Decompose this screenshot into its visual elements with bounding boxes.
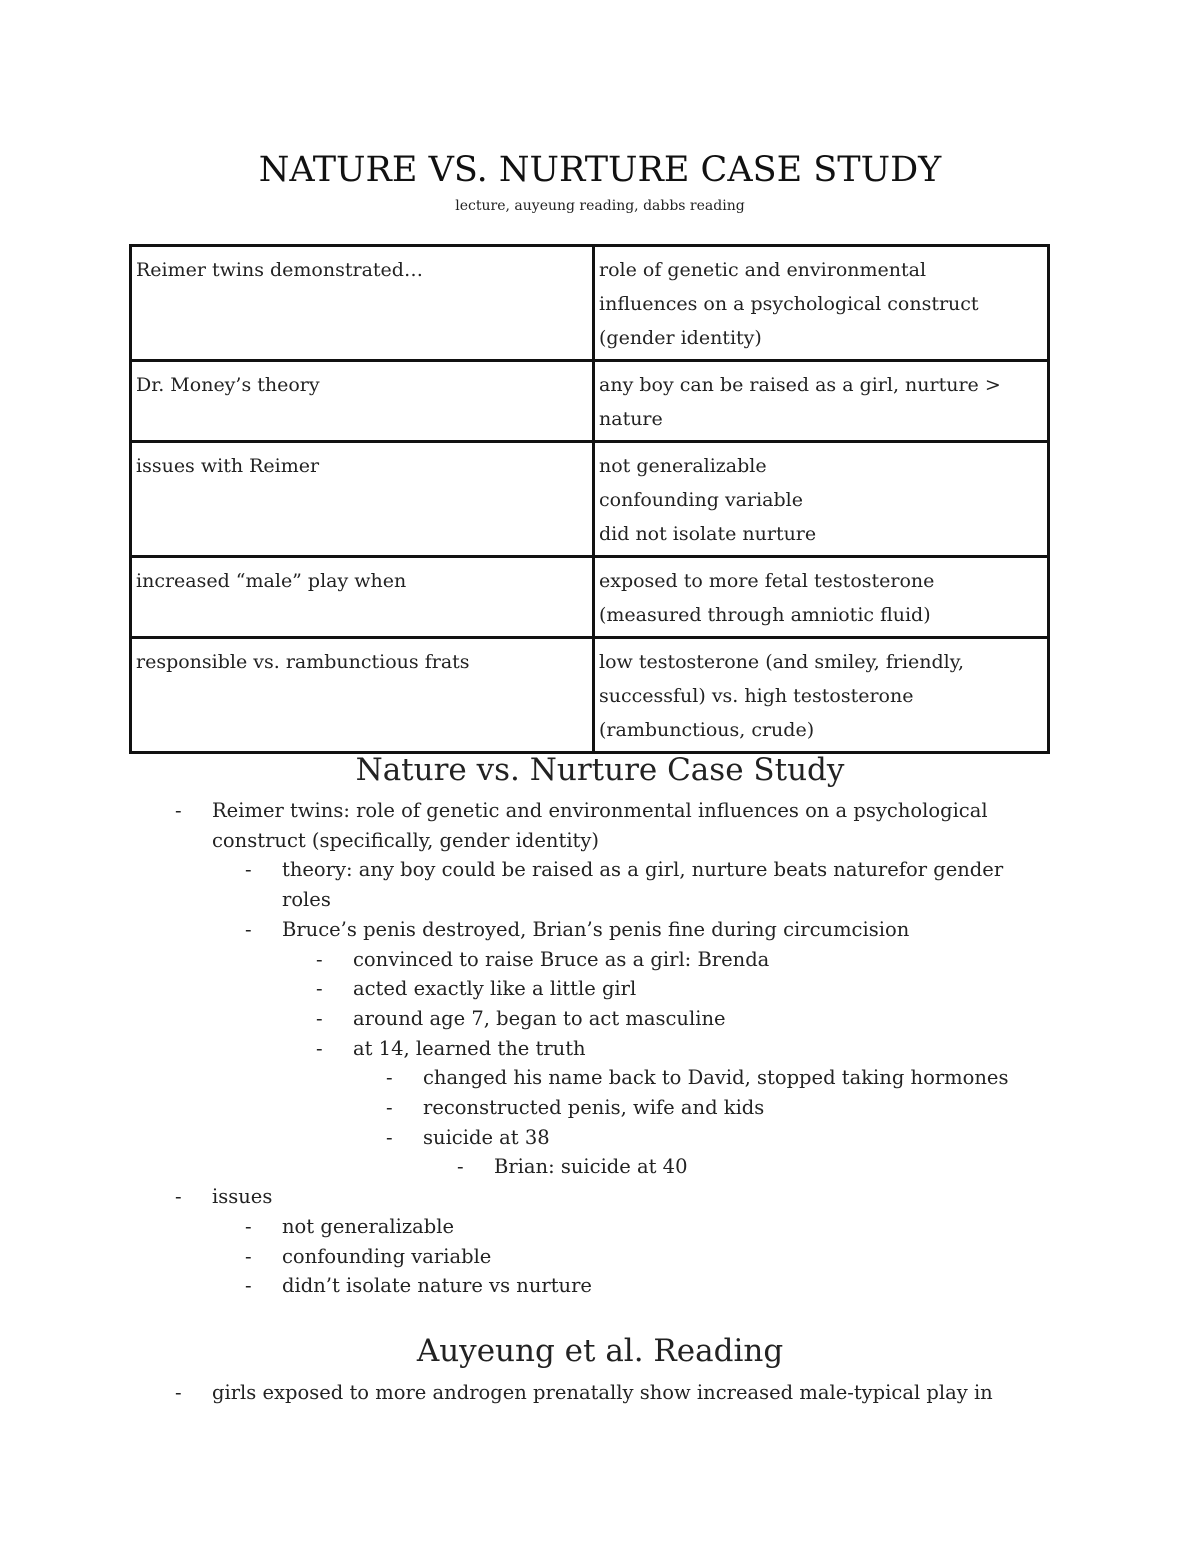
definition-line: exposed to more fetal testosterone <box>599 570 935 592</box>
bullet-dash: - <box>386 1125 393 1149</box>
definition-line: (rambunctious, crude) <box>599 719 815 741</box>
list-item <box>0 1271 1200 1301</box>
list-item-text: not generalizable <box>282 1214 455 1238</box>
list-item-text: didn’t isolate nature vs nurture <box>282 1274 592 1298</box>
list-item-text: girls exposed to more androgen prenatally show increased male-typical play in <box>212 1381 993 1404</box>
list-item-text: suicide at 38 <box>423 1125 550 1149</box>
definition-line: any boy can be raised as a girl, nurture > <box>599 374 1001 396</box>
section-list-nature-nurture <box>0 796 1200 1301</box>
bullet-dash: - <box>316 947 323 971</box>
table-row <box>131 442 1049 557</box>
table-cell-definition <box>594 557 1049 638</box>
list-item-text: convinced to raise Bruce as a girl: Brenda <box>353 947 770 971</box>
list-item <box>0 1378 1200 1408</box>
list-item <box>0 855 1200 914</box>
bullet-dash: - <box>175 1381 182 1404</box>
bullet-dash: - <box>245 917 252 941</box>
list-item-text: Bruce’s penis destroyed, Brian’s penis fine during circumcision <box>282 917 910 941</box>
definition-line: successful) vs. high testosterone <box>599 685 914 707</box>
definition-line: confounding variable <box>599 489 803 511</box>
table-row <box>131 361 1049 442</box>
definition-line: did not isolate nurture <box>599 523 817 545</box>
list-item <box>0 1182 1200 1212</box>
table-cell-definition <box>594 361 1049 442</box>
list-item <box>0 1004 1200 1034</box>
list-item-text: confounding variable <box>282 1244 492 1268</box>
table-row <box>131 638 1049 753</box>
section-list-auyeung <box>0 1378 1200 1408</box>
list-item <box>0 1212 1200 1242</box>
definition-line: (measured through amniotic fluid) <box>599 604 931 626</box>
list-item <box>0 1034 1200 1064</box>
table-row <box>131 246 1049 361</box>
table-cell-term: responsible vs. rambunctious frats <box>131 638 594 753</box>
list-item-text: issues <box>212 1185 273 1209</box>
bullet-dash: - <box>457 1155 464 1179</box>
bullet-dash: - <box>386 1096 393 1120</box>
definition-line: influences on a psychological construct <box>599 293 979 315</box>
list-item <box>0 1093 1200 1123</box>
table-cell-term: Reimer twins demonstrated… <box>131 246 594 361</box>
bullet-dash: - <box>316 1006 323 1030</box>
table-cell-term: issues with Reimer <box>131 442 594 557</box>
list-item-text: Brian: suicide at 40 <box>494 1155 688 1179</box>
list-item <box>0 974 1200 1004</box>
table-cell-term: increased “male” play when <box>131 557 594 638</box>
list-item-text: reconstructed penis, wife and kids <box>423 1096 765 1120</box>
list-item <box>0 796 1200 855</box>
table-cell-term: Dr. Money’s theory <box>131 361 594 442</box>
list-item <box>0 915 1200 945</box>
list-item-text: theory: any boy could be raised as a girl, nurture beats naturefor gender roles <box>282 858 1004 912</box>
definition-line: not generalizable <box>599 455 767 477</box>
definition-line: nature <box>599 408 663 430</box>
table-row <box>131 557 1049 638</box>
list-item <box>0 945 1200 975</box>
list-item-text: acted exactly like a little girl <box>353 977 637 1001</box>
list-item-text: at 14, learned the truth <box>353 1036 586 1060</box>
definition-line: low testosterone (and smiley, friendly, <box>599 651 964 673</box>
section-heading-auyeung: Auyeung et al. Reading <box>416 1333 784 1369</box>
table-cell-definition <box>594 246 1049 361</box>
bullet-dash: - <box>245 1274 252 1298</box>
definition-line: (gender identity) <box>599 327 762 349</box>
bullet-dash: - <box>386 1066 393 1090</box>
bullet-dash: - <box>175 799 182 822</box>
bullet-dash: - <box>245 858 252 882</box>
summary-table <box>129 244 1050 754</box>
table-cell-definition <box>594 442 1049 557</box>
bullet-dash: - <box>175 1185 182 1209</box>
list-item <box>0 1063 1200 1093</box>
list-item <box>0 1123 1200 1153</box>
document-title: NATURE VS. NURTURE CASE STUDY <box>258 150 942 190</box>
definition-line: role of genetic and environmental <box>599 259 927 281</box>
list-item-text: Reimer twins: role of genetic and environmental influences on a psychological construct (specifically, gender identity) <box>212 799 988 852</box>
section-heading-nature-nurture: Nature vs. Nurture Case Study <box>355 752 845 788</box>
bullet-dash: - <box>245 1244 252 1268</box>
list-item-text: changed his name back to David, stopped taking hormones <box>423 1066 1009 1090</box>
bullet-dash: - <box>245 1214 252 1238</box>
bullet-dash: - <box>316 1036 323 1060</box>
list-item-text: around age 7, began to act masculine <box>353 1006 726 1030</box>
list-item <box>0 1152 1200 1182</box>
document-subtitle: lecture, auyeung reading, dabbs reading <box>455 198 745 214</box>
list-item <box>0 1242 1200 1272</box>
table-cell-definition <box>594 638 1049 753</box>
bullet-dash: - <box>316 977 323 1001</box>
